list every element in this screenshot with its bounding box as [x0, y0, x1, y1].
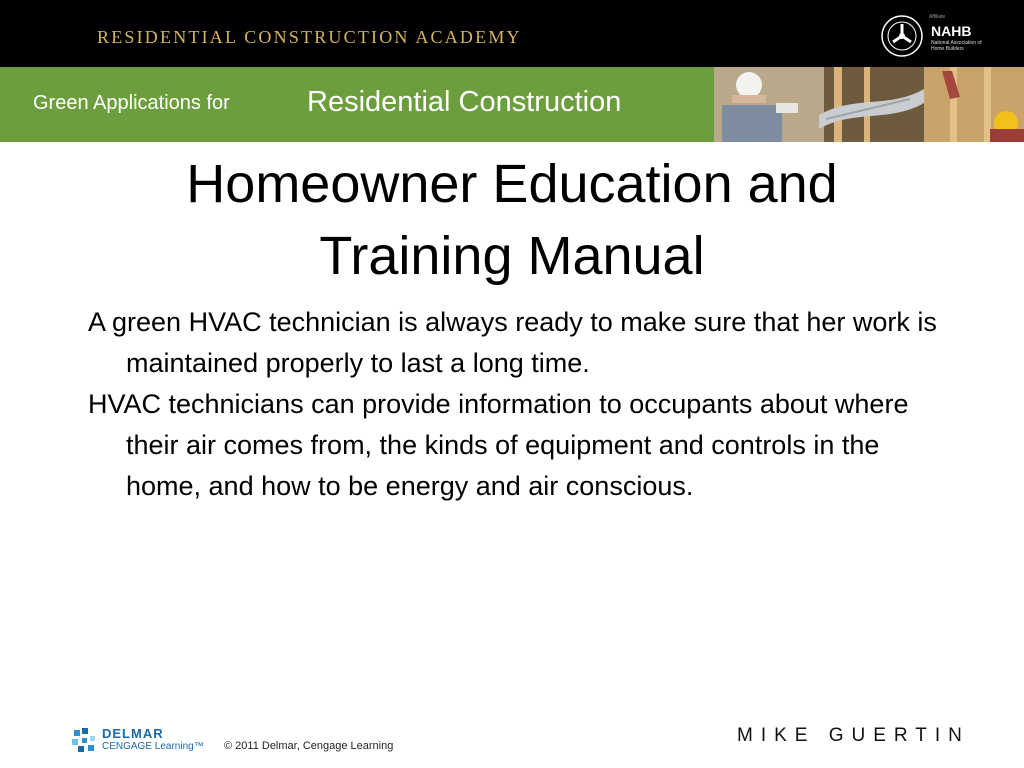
nahb-logo: [929, 14, 989, 58]
construction-photo-image: [714, 67, 1024, 142]
body-paragraph: HVAC technicians can provide information to occupants about where their air comes from, the kinds of equipment and controls in the home, and how to be energy and air conscious.: [88, 389, 909, 501]
header-photo: [714, 67, 1024, 142]
home-builders-institute-icon: [880, 14, 924, 58]
delmar-name: DELMAR: [102, 726, 164, 741]
banner-main: Residential Construction: [307, 86, 622, 118]
slide-body: [88, 302, 938, 507]
course-banner: [0, 67, 714, 142]
delmar-pinwheel-icon: [70, 726, 98, 754]
body-paragraph: A green HVAC technician is always ready to make sure that her work is maintained properly to last a long time.: [88, 307, 937, 378]
slide-title: Homeowner Education and Training Manual: [186, 154, 838, 286]
banner-prefix: Green Applications for: [33, 92, 230, 114]
academy-title: RESIDENTIAL CONSTRUCTION ACADEMY: [97, 27, 522, 47]
nahb-name: NAHB: [931, 23, 972, 39]
header-bar: [0, 0, 1024, 67]
trademark-mark: ™: [193, 741, 204, 752]
nahb-subtitle: National Association of Home Builders: [931, 40, 982, 52]
author-name: MIKE GUERTIN: [737, 725, 970, 746]
nahb-affiliation: Affiliate: [929, 14, 946, 20]
copyright-notice: © 2011 Delmar, Cengage Learning: [224, 740, 394, 752]
cengage-name: [102, 741, 204, 752]
delmar-cengage-logo: [70, 724, 230, 756]
cengage-label: CENGAGE Learning: [102, 741, 194, 752]
